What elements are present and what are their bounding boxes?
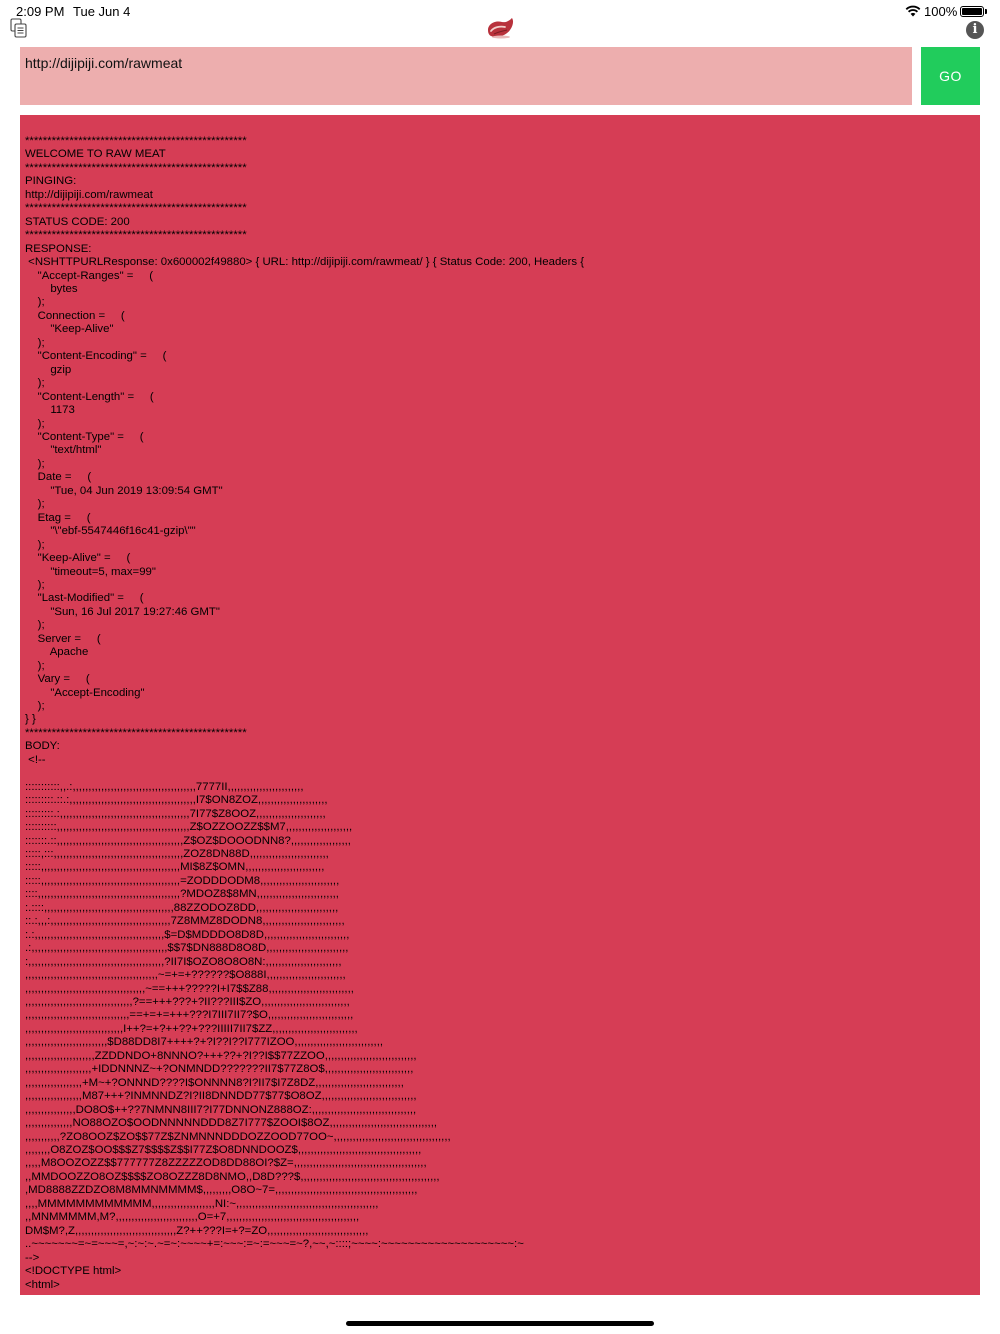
console-line: "Content-Length" = ( xyxy=(25,390,154,403)
console-line: <!-- xyxy=(25,753,46,766)
console-line: "Content-Encoding" = ( xyxy=(25,350,167,363)
console-line: ,MD8888ZZDZO8M8MMNMMMM$,,,,,,,,,O8O~7=,,,,,,,,,,,,,,,,,,,,,,,,,,,,,,,,,,,,,,,,,,,,, xyxy=(25,1184,418,1197)
console-line: http://dijipiji.com/rawmeat xyxy=(25,188,153,201)
console-line: ::::,,,,,,,,,,,,,,,,,,,,,,,,,,,,,,,,,,,,,,,,,,,,,?MDOZ8$8MN,,,,,,,,,,,,,,,,,,,,,,,,,, xyxy=(25,888,339,901)
console-line: ************************************************** xyxy=(25,229,247,242)
console-line: RESPONSE: xyxy=(25,242,92,255)
console-line: Apache xyxy=(25,646,89,659)
console-line: <html> xyxy=(25,1278,60,1291)
console-line: ); xyxy=(25,296,45,309)
battery-cap xyxy=(985,9,987,14)
console-line: ,,,,,,,,,,,,,,,NO88OZO$OODNNNNNDDD8Z7I777$ZOOI$8OZ,,,,,,,,,,,,,,,,,,,,,,,,,,,,,,,,,, xyxy=(25,1117,438,1130)
console-line: ); xyxy=(25,700,45,713)
battery-icon xyxy=(960,6,984,17)
response-console[interactable] xyxy=(20,115,980,1295)
console-line: ************************************************** xyxy=(25,202,247,215)
console-line: bytes xyxy=(25,282,78,295)
home-indicator[interactable] xyxy=(346,1321,654,1326)
console-line: :::::::::.::.:,,,,,,,,,,,,,,,,,,,,,,,,,,,,,,,,,,,,,,,,I7$ON8ZOZ,,,,,,,,,,,,,,,,,,,,,, xyxy=(25,794,328,807)
console-line: .:,,,,,,,,,,,,,,,,,,,,,,,,,,,,,,,,,,,,,,,,,,,$$7$DN888D8O8D,,,,,,,,,,,,,,,,,,,,,,,,,, xyxy=(25,942,349,955)
console-line: ); xyxy=(25,659,45,672)
console-line: 1173 xyxy=(25,404,75,417)
console-line: ); xyxy=(25,417,45,430)
console-line: ************************************************** xyxy=(25,161,247,174)
console-line: ,,,,,,,,,,,,,,,,DO8O$++??7NMNN8III7?I77DNNONZ888OZ:,,,,,,,,,,,,,,,,,,,,,,,,,,,,,,,,, xyxy=(25,1103,417,1116)
url-input-value: http://dijipiji.com/rawmeat xyxy=(25,55,183,71)
wifi-icon xyxy=(905,5,921,17)
console-line: ); xyxy=(25,377,45,390)
console-line: :,,,,,,,,,,,,,,,,,,,,,,,,,,,,,,,,,,,,,,,,,,,?II7I$OZO8O8O8N:,,,,,,,,,,,,,,,,,,,,,,,, xyxy=(25,955,342,968)
console-line: ,,,,,,,,,,,?ZO8OOZ$ZO$$77Z$ZNMNNNDDDOZZOOD77OO~,,,,,,,,,,,,,,,,,,,,,,,,,,,,,,,,,,,,, xyxy=(25,1130,451,1143)
console-line: Server = ( xyxy=(25,632,101,645)
console-line: ,,,,,,,,O8ZOZ$OO$$$Z7$$$$Z$$I77Z$O8DNNDOOZ$,,,,,,,,,,,,,,,,,,,,,,,,,,,,,,,,,,,,,,, xyxy=(25,1143,422,1156)
console-line: ,,,,,,,,,,,,,,,,,,,,,,,,,,,,,,,,,,,,,,~==+++?????I+I7$$Z88,,,,,,,,,,,,,,,,,,,,,,,,,,, xyxy=(25,982,354,995)
status-date: Tue Jun 4 xyxy=(73,4,131,19)
console-line: Etag = ( xyxy=(25,511,91,524)
console-line: ************************************************** xyxy=(25,135,247,147)
console-line: "Accept-Encoding" xyxy=(25,686,145,699)
console-line: ,,,,,,,,,,,,,,,,,,M87+++?INMNNDZ?I?II8DNNDD77$77$O8OZ,,,,,,,,,,,,,,,,,,,,,,,,,,,,,, xyxy=(25,1090,417,1103)
raw-meat-logo xyxy=(485,16,515,40)
battery-percent: 100% xyxy=(924,4,958,19)
console-line: "Keep-Alive" = ( xyxy=(25,552,131,565)
console-line: "Sun, 16 Jul 2017 19:27:46 GMT" xyxy=(25,605,220,618)
url-input[interactable] xyxy=(20,47,912,105)
console-line: :::::::::::,,.:,,,,,,,,,,,,,,,,,,,,,,,,,,,,,,,,,,,,,,,7777II,,,,,,,,,,,,,,,,,,,,,,,, xyxy=(25,780,304,793)
copy-icon[interactable] xyxy=(10,18,28,38)
console-line: "Keep-Alive" xyxy=(25,323,114,336)
console-line: "Last-Modified" = ( xyxy=(25,592,144,605)
console-line: :::::,,,,,,,,,,,,,,,,,,,,,,,,,,,,,,,,,,,,,,,,,,,,=ZODDDODM8,,,,,,,,,,,,,,,,,,,,,,,,, xyxy=(25,874,340,887)
console-line: "Content-Type" = ( xyxy=(25,430,144,443)
console-line: PINGING: xyxy=(25,175,77,188)
console-line: ,,,,,,,,,,,,,,,,,,,,,,,,,,,,,,,,,,,,,,,,,,~=+=+??????$O888I,,,,,,,,,,,,,,,,,,,,,,,,, xyxy=(25,969,346,982)
console-line: BODY: xyxy=(25,740,60,753)
console-line: :::::::.::,,,,,,,,,,,,,,,,,,,,,,,,,,,,,,,,,,,,,,,,Z$OZ$DOOODNN8?,,,,,,,,,,,,,,,,,,, xyxy=(25,834,351,847)
console-line: "text/html" xyxy=(25,444,102,457)
console-line: ,,,,MMMMMMMMMMMM,,,,,,,,,,,,,,,,,,,,NI:~,,,,,,,,,,,,,,,,,,,,,,,,,,,,,,,,,,,,,,,,,,,,, xyxy=(25,1197,379,1210)
console-line: "timeout=5, max=99" xyxy=(25,565,156,578)
console-line: ,,,,,,,,,,,,,,,,,,,,,+IDDNNNZ~+?ONMNDD???????II7$77Z8O$,,,,,,,,,,,,,,,,,,,,,,,,,,,, xyxy=(25,1063,414,1076)
console-line: ::::::::::,,,,,,,,,,,,,,,,,,,,,,,,,,,,,,,,,,,,,,,,,,Z$OZZOOZZ$$M7,,,,,,,,,,,,,,,,,,,,, xyxy=(25,821,353,834)
console-line: "\"ebf-5547446f16c41-gzip\"" xyxy=(25,525,196,538)
console-line: ); xyxy=(25,336,45,349)
console-line: ,,,,,,,,,,,,,,,,,,+M~+?ONNND????I$ONNNN8?I?II7$I7Z8DZ,,,,,,,,,,,,,,,,,,,,,,,,,,,, xyxy=(25,1076,404,1089)
console-line: :::::::::.:,,,,,,,,,,,,,,,,,,,,,,,,,,,,,,,,,,,,,,,,,7I77$Z8OOZ,,,,,,,,,,,,,,,,,,,,,, xyxy=(25,807,326,820)
console-line: ); xyxy=(25,457,45,470)
console-line: ,,MNMMMMM,M?,,,,,,,,,,,,,,,,,,,,,,,,,,O=+7,,,,,,,,,,,,,,,,,,,,,,,,,,,,,,,,,,,,,,,,,, xyxy=(25,1211,360,1224)
console-line: Vary = ( xyxy=(25,673,90,686)
go-button[interactable]: GO xyxy=(921,47,980,105)
console-line: :::::,,,,,,,,,,,,,,,,,,,,,,,,,,,,,,,,,,,,,,,,,,,,MI$8Z$OMN,,,,,,,,,,,,,,,,,,,,,,,,, xyxy=(25,861,325,874)
status-time: 2:09 PM xyxy=(16,4,65,19)
console-line: ,,,,,,,,,,,,,,,,,,,,,,,,,,,,,,,,,==+=+=+++???I7III7II7?$O,,,,,,,,,,,,,,,,,,,,,,,,,,, xyxy=(25,1009,354,1022)
console-line: Date = ( xyxy=(25,471,92,484)
console-line: "Tue, 04 Jun 2019 13:09:54 GMT" xyxy=(25,484,223,497)
console-line: ::.:,,,:,,,,,,,,,,,,,,,,,,,,,,,,,,,,,,,,,,,,,,7Z8MMZ8DODN8,,,,,,,,,,,,,,,,,,,,,,,,,, xyxy=(25,915,345,928)
console-line: <NSHTTPURLResponse: 0x600002f49880> { URL: http://dijipiji.com/rawmeat/ } { Status Code: 200, Headers { xyxy=(25,256,585,269)
console-line: Connection = ( xyxy=(25,309,125,322)
console-line: ); xyxy=(25,498,45,511)
console-line: ); xyxy=(25,619,45,632)
console-line: :.::::,,,,,,,,,,,,,,,,,,,,,,,,,,,,,,,,,,,,,,,,,88ZZODOZ8DD,,,,,,,,,,,,,,,,,,,,,,,,,, xyxy=(25,901,339,914)
console-line: ,,,,,,,,,,,,,,,,,,,,,,,,,,,,,,,,,,?==+++???+?II???III$ZO,,,,,,,,,,,,,,,,,,,,,,,,,,,, xyxy=(25,996,350,1008)
console-line: ,,,,,,,,,,,,,,,,,,,,,,,,,,,,,,,I++?=+?++??+???IIIII7II7$ZZ,,,,,,,,,,,,,,,,,,,,,,,,,,, xyxy=(25,1022,358,1035)
console-line: ,,,,,,,,,,,,,,,,,,,,,,,,,,$D88DD8I7++++?+?I??I??I777IZOO,,,,,,,,,,,,,,,,,,,,,,,,,,,, xyxy=(25,1036,384,1049)
console-line: ..~~~~~~~=~=~~~=,~:~:~.~=~:~~~~+=:~~~:=~:=~~~=~?,~~,~::::;~~~~:~~~~~~~~~~~~~~~~~~~~:~ xyxy=(25,1238,524,1251)
console-line: } } xyxy=(25,713,36,726)
info-icon[interactable]: i xyxy=(966,21,984,39)
console-line: ); xyxy=(25,538,45,551)
console-line: ,,,,,M8OOZOZZ$$777777Z8ZZZZZOD8DD88OI?$Z=,,,,,,,,,,,,,,,,,,,,,,,,,,,,,,,,,,,,,,,,,, xyxy=(25,1157,427,1170)
console-line: DM$M?,Z,,,,,,,,,,,,,,,,,,,,,,,,,,,,,,,,Z?++???I=+?=ZO,,,,,,,,,,,,,,,,,,,,,,,,,,,,,,,, xyxy=(25,1224,369,1237)
console-line: STATUS CODE: 200 xyxy=(25,215,130,228)
console-output xyxy=(25,135,975,1292)
console-line: ************************************************** xyxy=(25,726,247,739)
console-line: <!DOCTYPE html> xyxy=(25,1265,122,1278)
console-line: gzip xyxy=(25,363,72,376)
console-line: ,,,,,,,,,,,,,,,,,,,,,,ZZDDNDO+8NNNO?+++??+?I??I$$77ZZOO,,,,,,,,,,,,,,,,,,,,,,,,,,,,, xyxy=(25,1049,417,1062)
console-line: ); xyxy=(25,578,45,591)
console-line: ,,MMDOOZZO8OZ$$$$ZO8OZZZ8D8NMO,,D8D???$,,,,,,,,,,,,,,,,,,,,,,,,,,,,,,,,,,,,,,,,,,,, xyxy=(25,1170,440,1183)
console-line: :::::,:::,,,,,,,,,,,,,,,,,,,,,,,,,,,,,,,,,,,,,,,,,ZOZ8DN88D,,,,,,,,,,,,,,,,,,,,,,,,, xyxy=(25,848,329,861)
console-line: --> xyxy=(25,1251,40,1264)
console-line: :.:,,,,,,,,,,,,,,,,,,,,,,,,,,,,,,,,,,,,,,,,,$=D$MDDDO8D8D,,,,,,,,,,,,,,,,,,,,,,,,,,, xyxy=(25,928,350,941)
console-line: WELCOME TO RAW MEAT xyxy=(25,148,166,161)
console-line: "Accept-Ranges" = ( xyxy=(25,269,154,282)
